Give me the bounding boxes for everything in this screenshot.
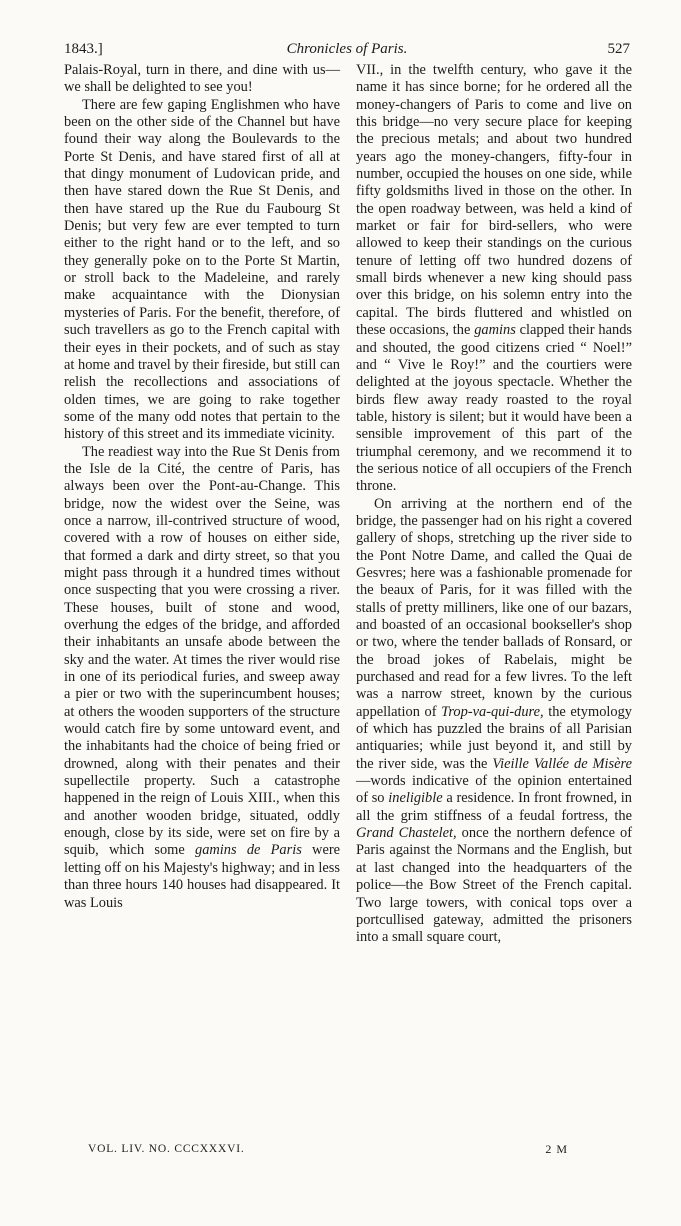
page-number: 527 <box>607 41 630 57</box>
running-header <box>64 38 630 60</box>
volume-line: VOL. LIV. NO. CCCXXXVI. <box>88 1143 245 1155</box>
right-paragraph-2 <box>356 496 632 947</box>
right-column <box>356 62 632 947</box>
left-paragraph-3-italic: gamins de Paris <box>195 842 302 859</box>
right-paragraph-1-italic: gamins <box>474 322 516 339</box>
right-paragraph-2-italic-3: ineligible <box>388 790 443 807</box>
header-year: 1843.] <box>64 41 103 57</box>
right-paragraph-2-text-b: the etymology of which has puzzled the brains of all Parisian antiquaries; while just beyond it, and still by the river side, was the <box>356 703 632 772</box>
left-paragraph-3-text-b: were letting off on his Majesty's highway; and in less than three hours 140 houses had disappeared. It was Louis <box>64 842 341 911</box>
header-title: Chronicles of Paris. <box>286 41 408 57</box>
left-column <box>64 62 340 912</box>
right-paragraph-2-text-d: a residence. In front frowned, in all the grim stiffness of a feudal fortress, the <box>356 790 632 824</box>
right-paragraph-2-text-a: On arriving at the northern end of the bridge, the passenger had on his right a covered gallery of shops, stretching up the river side to the Pont Notre Dame, and called the Quai de Gesvres; here was a fashionable promenade for the beaux of Paris, for it was filled with the stalls of pretty milliners, like one of our bazars, and boasted of an occasional bookseller's shop or two, where the tender ballads of Ronsard, or the broad jokes of Rabelais, might be purchased and read for a few livres. To the left was a narrow street, known by the curious appellation of <box>356 495 632 720</box>
left-paragraph-3-text-a: The readiest way into the Rue St Denis from the Isle de la Cité, the centre of Paris, has always been over the Pont-au-Change. This bridge, now the widest over the Seine, was once a narrow, ill-contrived structure of wood, covered with a row of houses on either side, that formed a dark and dirty street, so that you might pass through it a hundred times without once suspecting that you were crossing a river. These houses, built of stone and wood, overhung the edges of the bridge, and afforded their inhabitants an unsafe abode between the sky and the water. At times the river would rise in one of its periodical furies, and sweep away a pier or two with the superincumbent houses; at others the wooden supporters of the structure would catch fire by some untoward event, and the inhabitants had the choice of being fried or drowned, along with their penates and their supellectile property. Such a catastrophe happened in the reign of Louis XIII., when this and another wooden bridge, situated, oddly enough, close by its side, were set on fire by a squib, which some <box>64 443 340 859</box>
right-paragraph-1-text-a: VII., in the twelfth century, who gave it the name it has since borne; for he ordered all the money-changers of Paris to come and live on this bridge—no very secure place for keeping the precious metals; and about two hundred years ago the money-changers, fifty-four in number, occupied the houses on one side, while fifty goldsmiths lived in those on the other. In the open roadway between, was held a kind of market or fair for bird-sellers, who were allowed to keep their standings on the curious tenure of letting off two hundred dozens of small birds whenever a new king should pass over this bridge, on his solemn entry into the capital. The birds fluttered and whistled on these occasions, the <box>356 62 632 339</box>
right-paragraph-2-italic-4: Grand Chastelet, <box>356 825 457 842</box>
right-paragraph-1-text-b: clapped their hands and shouted, the good citizens cried “ Noel!” and “ Vive le Roy!” and the courtiers were delighted at the joyous spectacle. Whether the birds flew away ready roasted to the royal table, history is silent; but it would have been a sensible improvement of this part of the triumphal ceremony, and we recommend it to the serious notice of all occupiers of the French throne. <box>356 322 633 495</box>
page-footer <box>88 1140 568 1158</box>
left-paragraph-1: Palais-Royal, turn in there, and dine with us—we shall be delighted to see you! <box>64 62 340 96</box>
right-paragraph-2-text-c: —words indicative of the opinion entertained of so <box>356 773 632 807</box>
left-paragraph-3 <box>64 444 340 912</box>
signature-mark: 2 M <box>545 1142 568 1156</box>
right-paragraph-2-italic-1: Trop-va-qui-dure, <box>441 703 544 720</box>
right-paragraph-2-text-e: once the northern defence of Paris against the Normans and the English, but at last changed into the headquarters of the police—the Bow Street of the French capital. Two large towers, with conical tops over a portcullised gateway, admitted the prisoners into a small square court, <box>356 825 632 946</box>
right-paragraph-1 <box>356 62 632 496</box>
right-paragraph-2-italic-2: Vieille Vallée de Misère <box>492 755 632 772</box>
left-paragraph-2: There are few gaping Englishmen who have been on the other side of the Channel but have found their way along the Boulevards to the Porte St Denis, and have stared first of all at that dingy monument of Ludovican pride, and then have stared down the Rue St Denis, and then have stared up the Rue du Faubourg St Denis; but very few are ever tempted to turn either to the right hand or to the left, and so they generally poke on to the Porte St Martin, or stroll back to the Madeleine, and rarely make acquaintance with the Dionysian mysteries of Paris. For the benefit, therefore, of such travellers as go to the French capital with their eyes in their pockets, and of such as stay at home and travel by their fireside, but still can relish the recollections and associations of olden times, we are going to rake together some of the many odd notes that pertain to the history of this street and its immediate vicinity. <box>64 96 340 443</box>
